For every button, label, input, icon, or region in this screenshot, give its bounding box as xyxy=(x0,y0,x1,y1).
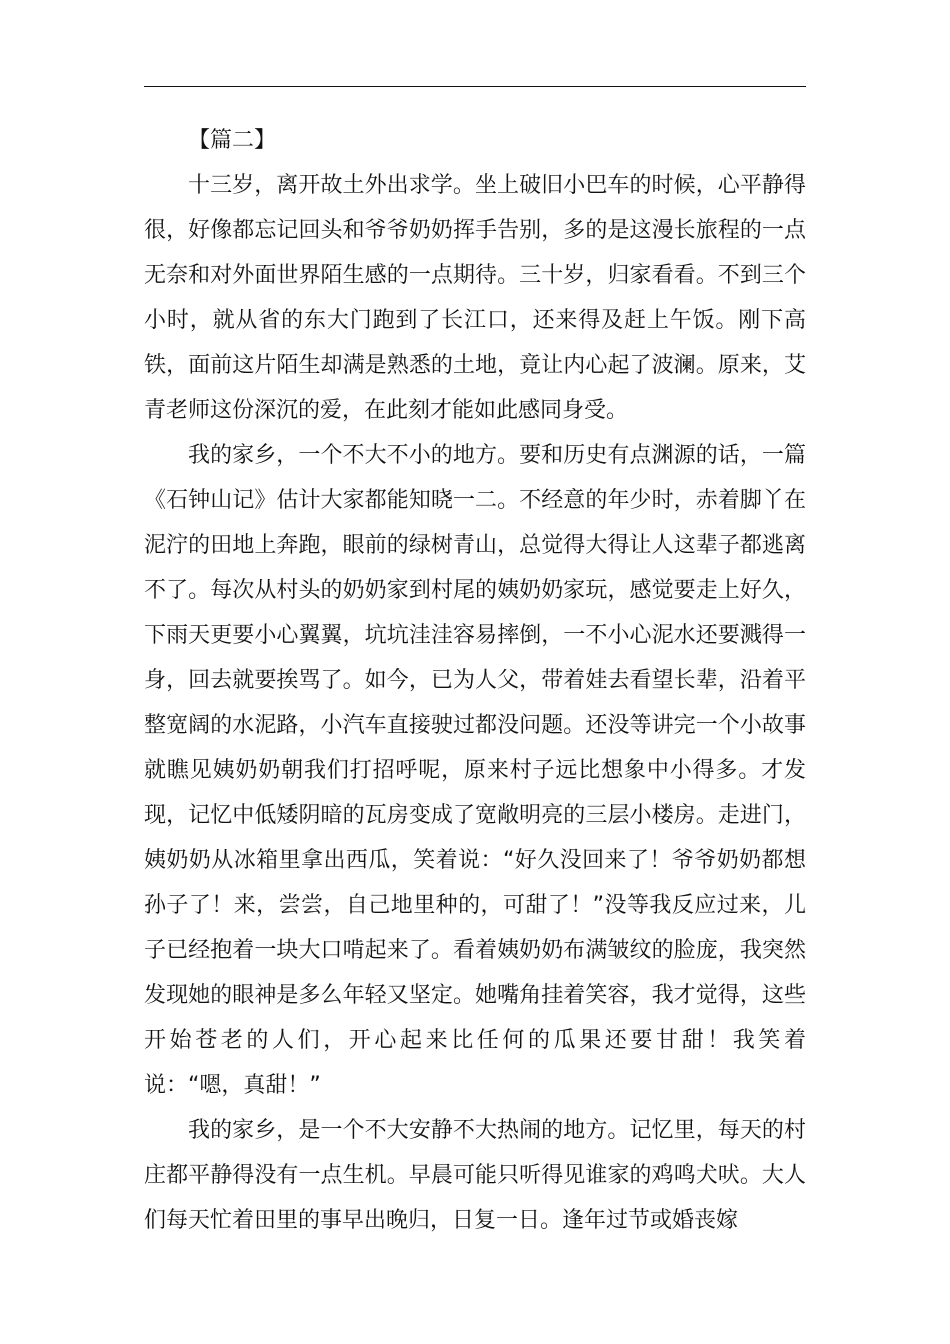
paragraph-1: 十三岁，离开故土外出求学。坐上破旧小巴车的时候，心平静得很，好像都忘记回头和爷爷奶奶挥手告别，多的是这漫长旅程的一点无奈和对外面世界陌生感的一点期待。三十岁，归家看看。不到三个小时，就从省的东大门跑到了长江口，还来得及赶上午饭。刚下高铁，面前这片陌生却满是熟悉的土地，竟让内心起了波澜。原来，艾青老师这份深沉的爱，在此刻才能如此感同身受。 xyxy=(144,173,806,423)
document-body xyxy=(144,118,806,1243)
paragraph-2: 我的家乡，一个不大不小的地方。要和历史有点渊源的话，一篇《石钟山记》估计大家都能知晓一二。不经意的年少时，赤着脚丫在泥泞的田地上奔跑，眼前的绿树青山，总觉得大得让人这辈子都逃离不了。每次从村头的奶奶家到村尾的姨奶奶家玩，感觉要走上好久，下雨天更要小心翼翼，坑坑洼洼容易摔倒，一不小心泥水还要溅得一身，回去就要挨骂了。如今，已为人父，带着娃去看望长辈，沿着平整宽阔的水泥路，小汽车直接驶过都没问题。还没等讲完一个小故事就瞧见姨奶奶朝我们打招呼呢，原来村子远比想象中小得多。才发现，记忆中低矮阴暗的瓦房变成了宽敞明亮的三层小楼房。走进门，姨奶奶从冰箱里拿出西瓜，笑着说：“好久没回来了！爷爷奶奶都想孙子了！来，尝尝，自己地里种的，可甜了！”没等我反应过来，儿子已经抱着一块大口啃起来了。看着姨奶奶布满皱纹的脸庞，我突然发现她的眼神是多么年轻又坚定。她嘴角挂着笑容，我才觉得，这些开始苍老的人们，开心起来比任何的瓜果还要甘甜！我笑着说：“嗯，真甜！” xyxy=(144,443,806,1098)
header-rule xyxy=(144,86,806,87)
paragraph-3: 我的家乡，是一个不大安静不大热闹的地方。记忆里，每天的村庄都平静得没有一点生机。早晨可能只听得见谁家的鸡鸣犬吠。大人们每天忙着田里的事早出晚归，日复一日。逢年过节或婚丧嫁 xyxy=(144,1118,806,1233)
section-title: 【篇二】 xyxy=(188,128,277,153)
